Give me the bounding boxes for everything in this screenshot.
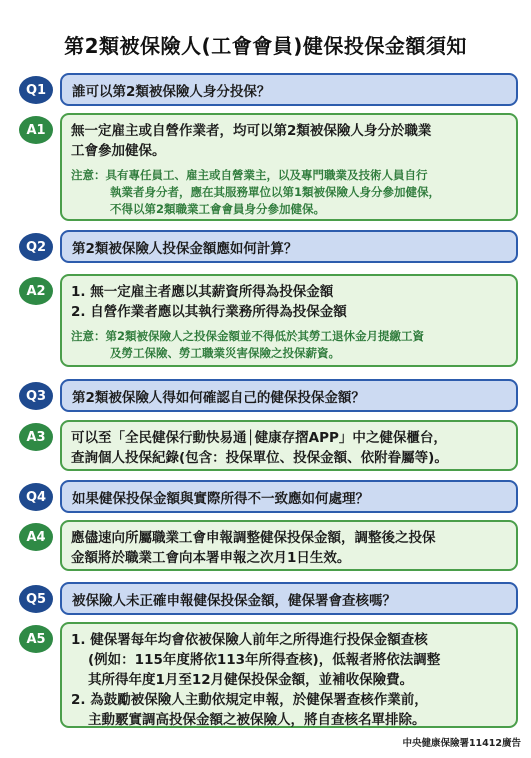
a1-note-line-1: 注意：具有專任員工、雇主或自營業主，以及專門職業及技術人員自行 <box>71 168 428 182</box>
a2-note-line-1: 注意：第2類被保險人之投保金額並不得低於其勞工退休金月提繳工資 <box>71 329 424 343</box>
q4-question-text: 如果健保投保金額與實際所得不一致應如何處理？ <box>72 490 369 507</box>
a4-line-1: 應儘速向所屬職業工會申報調整健保投保金額，調整後之投保 <box>71 530 436 546</box>
a2-answer-box <box>60 274 518 367</box>
q2-question-box <box>60 230 518 263</box>
a5-line-3: 其所得年度1月至12月健保投保金額，並補收保險費。 <box>88 672 414 688</box>
a2-badge: A2 <box>19 277 53 305</box>
a1-answer-box <box>60 113 518 221</box>
a1-note-line-3: 不得以第2類職業工會會員身分參加健保。 <box>110 202 325 216</box>
a3-line-2: 查詢個人投保紀錄(包含：投保單位、投保金額、依附眷屬等)。 <box>71 450 448 466</box>
a1-line-1: 無一定雇主或自營作業者，均可以第2類被保險人身分於職業 <box>71 123 432 139</box>
q5-badge: Q5 <box>19 585 53 613</box>
a1-badge: A1 <box>19 116 53 144</box>
q4-badge: Q4 <box>19 483 53 511</box>
q5-question-text: 被保險人未正確申報健保投保金額，健保署會查核嗎？ <box>72 592 396 609</box>
q1-question-box <box>60 73 518 106</box>
a5-answer-box <box>60 622 518 728</box>
q4-question-box <box>60 480 518 513</box>
a2-line-2: 2. 自營作業者應以其執行業務所得為投保金額 <box>71 304 347 320</box>
a1-line-2: 工會參加健保。 <box>71 143 166 159</box>
footer-credit: 中央健康保險署11412廣告 <box>402 738 521 749</box>
q3-badge: Q3 <box>19 382 53 410</box>
a5-badge: A5 <box>19 625 53 653</box>
a2-note <box>71 328 507 362</box>
q1-question-text: 誰可以第2類被保險人身分投保？ <box>72 83 271 100</box>
a5-line-5: 主動覈實調高投保金額之被保險人，將自查核名單排除。 <box>88 712 426 728</box>
q5-question-box <box>60 582 518 615</box>
a5-line-4: 2. 為鼓勵被保險人主動依規定申報，於健保署查核作業前， <box>71 692 428 708</box>
a3-line-1: 可以至「全民健保行動快易通│健康存摺APP」中之健保櫃台， <box>71 430 447 446</box>
a4-badge: A4 <box>19 523 53 551</box>
a5-line-1: 1. 健保署每年均會依被保險人前年之所得進行投保金額查核 <box>71 632 428 648</box>
q1-badge: Q1 <box>19 76 53 104</box>
page-title: 第2類被保險人(工會會員)健保投保金額須知 <box>64 34 467 58</box>
a2-note-line-2: 及勞工保險、勞工職業災害保險之投保薪資。 <box>110 346 340 360</box>
a4-line-2: 金額將於職業工會向本署申報之次月1日生效。 <box>71 550 351 566</box>
a1-note <box>71 167 507 218</box>
q2-question-text: 第2類被保險人投保金額應如何計算？ <box>72 240 298 257</box>
a3-badge: A3 <box>19 423 53 451</box>
a5-line-2: (例如：115年度將依113年所得查核)，低報者將依法調整 <box>88 652 441 668</box>
a2-line-1: 1. 無一定雇主者應以其薪資所得為投保金額 <box>71 284 334 300</box>
a4-answer-box <box>60 520 518 571</box>
a1-note-line-2: 執業者身分者，應在其服務單位以第1類被保險人身分參加健保， <box>110 185 440 199</box>
q3-question-box <box>60 379 518 412</box>
a3-answer-box <box>60 420 518 471</box>
q3-question-text: 第2類被保險人得如何確認自己的健保投保金額？ <box>72 389 365 406</box>
q2-badge: Q2 <box>19 233 53 261</box>
